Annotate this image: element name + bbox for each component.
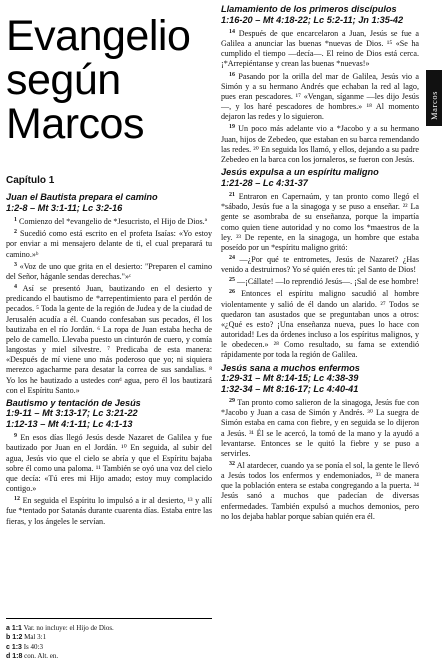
verse-paragraph [6, 227, 212, 259]
verse-number: 14 [229, 29, 235, 35]
section-title: Jesús expulsa a un espíritu maligno [221, 167, 379, 178]
footnote-text: con. Alt. en. [24, 652, 59, 661]
verse-number: 24 [229, 254, 235, 261]
footnote-ref: a 1:1 [6, 625, 22, 632]
footnote-text: Var. no incluye: el Hijo de Dios. [23, 624, 114, 632]
footnote-ref: d 1:8 [6, 653, 23, 661]
verse-text: Al atardecer, cuando ya se ponía el sol, la gente le llevó a Jesús todos los enfermos y endemoniados, ³³ de manera que la población entera se estaba congregando a la puerta. ³⁴ Jesús sanó a muchos que padecían de diversas enfermedades. También expulsó a muchos demonios, pero no los dejaba hablar porque sabían quién era él. [221, 460, 420, 521]
verse-number: 9 [14, 433, 17, 440]
verse-text: —¡Cállate! —lo reprendió Jesús—. ¡Sal de ese hombre! [237, 277, 419, 287]
verse-paragraph [6, 215, 212, 227]
verse-text: Entraron en Capernaúm, y tan pronto como llegó el *sábado, Jesús fue a la sinagoga y se puso a enseñar. ²² La gente se asombraba de su enseñanza, porque la impartía como quien tiene autoridad y no como los *maestros de la ley. ²³ De repente, en la sinagoga, un hombre que estaba poseído por un *espíritu maligno gritó: [221, 192, 420, 252]
footnote-text: Mal 3:1 [24, 633, 47, 642]
verse-paragraph [6, 282, 212, 396]
verse-paragraph [221, 27, 419, 70]
verse-text: En esos días llegó Jesús desde Nazaret de Galilea y fue bautizado por Juan en el Jordán. ¹⁰ En seguida, al subir del agua, Jesús vio que el cielo se abría y que el Espíritu bajaba sobre él como una paloma. ¹¹ También se oyó una voz del cielo que decía: «Tú eres mi Hijo amado; estoy muy complacido contigo.» [6, 433, 212, 494]
footnote-divider [6, 618, 212, 619]
verse-paragraph [221, 287, 419, 360]
verse-paragraph [221, 190, 419, 253]
side-tab-label: Marcos [429, 90, 439, 120]
book-side-tab [426, 70, 442, 126]
footnote [6, 643, 212, 652]
verse-text: Entonces el espíritu maligno sacudió al hombre violentamente y salió de él dando un alarido. ²⁷ Todos se quedaron tan asustados que se preguntaban unos a otros: «¿Qué es esto? ¡Una enseñanza nueva, pues lo hace con autoridad! Les da órdenes incluso a los espíritus malignos, y le obedecen.» ²⁸ Como resultado, su fama se extendió rápidamente por toda la región de Galilea. [221, 289, 419, 360]
book-title-line-1: Evangelio [6, 12, 191, 60]
footnote-ref: c 1:3 [6, 643, 22, 651]
verse-paragraph [6, 260, 212, 282]
verse-text: Después de que encarcelaron a Juan, Jesús se fue a Galilea a anunciar las buenas *nuevas de Dios. ¹⁵ «Se ha cumplido el tiempo —decía—. El reino de Dios está cerca. ¡*Arrepiéntanse y crean las buenas *nuevas!» [221, 29, 419, 69]
verse-text: Pasando por la orilla del mar de Galilea, Jesús vio a Simón y a su hermano Andrés que echaban la red al lago, pues eran pescadores. ¹⁷ «Vengan, síganme —les dijo Jesús—, y los haré pescadores de hombres.» ¹⁸ Al momento dejaron las redes y lo siguieron. [221, 71, 419, 122]
verse-paragraph [6, 431, 212, 494]
verse-paragraph [221, 275, 419, 287]
verse-number: 29 [229, 398, 235, 405]
verse-number: 4 [14, 284, 17, 291]
verse-text: —¿Por qué te entrometes, Jesús de Nazaret? ¿Has venido a destruirnos? Yo sé quién eres tú: ¡el Santo de Dios! [221, 254, 419, 275]
footnote-text: Is 40:3 [23, 642, 43, 651]
verse-paragraph [221, 122, 419, 165]
section-reference: 1:21-28 – Lc 4:31-37 [221, 177, 308, 188]
chapter-heading: Capítulo 1 [6, 175, 55, 186]
section-reference: 1:2-8 – Mt 3:1-11; Lc 3:2-16 [6, 202, 123, 213]
section-title: Llamamiento de los primeros discípulos [221, 4, 397, 14]
verse-paragraph [221, 396, 419, 459]
verse-number: 19 [229, 124, 235, 131]
verse-number: 26 [229, 289, 235, 296]
section-reference: 1:32-34 – Mt 8:16-17; Lc 4:40-41 [221, 383, 359, 394]
verse-paragraph [221, 459, 419, 522]
verse-text: En seguida el Espíritu lo impulsó a ir al desierto, ¹³ y allí fue *tentado por Satanás durante cuarenta días. Estaba entre las fieras, y los ángeles le servían. [6, 496, 212, 526]
verse-number: 3 [14, 261, 17, 268]
verse-paragraph [6, 494, 212, 526]
verse-number: 16 [229, 71, 235, 78]
verse-number: 25 [229, 277, 235, 284]
verse-text: Así se presentó Juan, bautizando en el desierto y predicando el bautismo de *arrepentimiento para el perdón de pecados. ⁵ Toda la gente de la región de Judea y de la ciudad de Jerusalén acudía a él. Cuando confesaban sus pecados, él los bautizaba en el río Jordán. ⁶ La ropa de Juan estaba hecha de pelo de camello. Llevaba puesto un cinturón de cuero, y comía langostas y miel silvestre. ⁷ Predicaba de esta manera: «Después de mí viene uno más poderoso que yo; ni siquiera merezco agacharme para desatar la correa de sus sandalias. ⁸ Yo los he bautizado a ustedes conᵈ agua, pero él los bautizará con el Espíritu Santo.» [6, 284, 213, 395]
verse-number: 12 [14, 496, 20, 503]
verse-number: 32 [229, 460, 235, 467]
book-title-line-2: según [6, 56, 121, 104]
section-title: Juan el Bautista prepara el camino [6, 192, 158, 203]
footnote [6, 652, 212, 661]
section-title: Jesús sana a muchos enfermos [221, 362, 360, 373]
verse-number: 1 [14, 217, 17, 224]
footnotes [6, 624, 212, 662]
section-reference: 1:9-11 – Mt 3:13-17; Lc 3:21-22 [6, 408, 138, 419]
verse-paragraph [221, 70, 419, 123]
section-reference: 1:12-13 – Mt 4:1-11; Lc 4:1-13 [6, 418, 133, 429]
verse-number: 2 [14, 229, 17, 236]
footnote [6, 624, 212, 633]
footnote-ref: b 1:2 [6, 634, 23, 642]
section-title: Bautismo y tentación de Jesús [6, 397, 141, 408]
verse-text: Comienzo del *evangelio de *Jesucristo, el Hijo de Dios.ª [19, 217, 207, 227]
book-title-line-3: Marcos [6, 100, 144, 148]
left-column [6, 176, 212, 527]
verse-text: «Voz de uno que grita en el desierto: "Preparen el camino del Señor, háganle sendas derechas."»ᶜ [6, 261, 212, 281]
verse-text: Un poco más adelante vio a *Jacobo y a su hermano Juan, hijos de Zebedeo, que estaban en su barca remendando las redes. ²⁰ En seguida los llamó, y ellos, dejando a su padre Zebedeo en la barca con los jornaleros, se fueron con Jesús. [221, 124, 420, 164]
verse-text: Sucedió como está escrito en el profeta Isaías: «Yo estoy por enviar a mi mensajero delante de ti, el cual preparará tu camino.»ᵇ [6, 229, 212, 259]
verse-paragraph [221, 253, 419, 275]
footnote [6, 633, 212, 642]
verse-text: Tan pronto como salieron de la sinagoga, Jesús fue con *Jacobo y Juan a casa de Simón y Andrés. ³⁰ La suegra de Simón estaba en cama con fiebre, y en seguida se lo dijeron a Jesús. ³¹ Él se le acercó, la tomó de la mano y la ayudó a levantarse. Entonces se le quitó la fiebre y se puso a servirles. [221, 398, 419, 458]
right-column [221, 2, 419, 522]
verse-number: 21 [229, 192, 235, 199]
book-title [6, 14, 211, 146]
section-reference: 1:29-31 – Mt 8:14-15; Lc 4:38-39 [221, 373, 359, 384]
section-reference: 1:16-20 – Mt 4:18-22; Lc 5:2-11; Jn 1:35-42 [221, 14, 404, 25]
